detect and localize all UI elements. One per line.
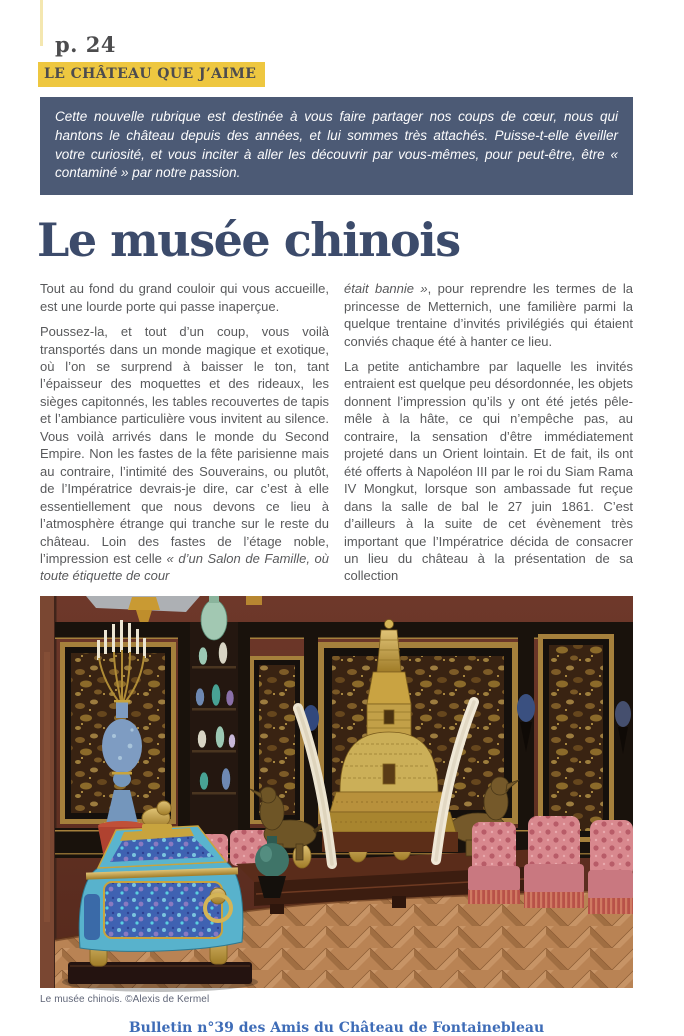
article-columns [40, 280, 633, 593]
rubric-label: LE CHÂTEAU QUE J’AIME [38, 62, 265, 87]
paragraph-text: Tout au fond du grand couloir qui vous accueille, est une lourde porte qui passe inaperçue. [40, 281, 329, 314]
chinese-museum-photo [40, 596, 633, 988]
quote-text: était bannie » [344, 281, 428, 297]
paragraph-text: La petite antichambre par laquelle les invités entraient est quelque peu désordonnée, les objets donnent l’impression qu’ils y ont été jetés pêle-mêle à la hâte, ce qui n’empêche pas, au contraire, la sensation d’être immédiatement projeté dans un Orient lointain. Et de fait, ils ont été offerts à Napoléon III par le roi du Siam Rama IV Mongkut, lorsque son ambassade fut reçue dans la salle de bal le 27 juin 1861. C’est d’ailleurs à la suite de cet évènement très important que l’Impératrice décida de consacrer un lieu du château à la présentation de sa collection [344, 359, 633, 584]
paragraph [344, 280, 633, 350]
rubric-row [38, 62, 684, 87]
paragraph-text: , pour reprendre les termes de la princesse de Metternich, une familière parmi la quelque trentaine d’invités privilégiés qui étaient conviés chaque été à hanter ce lieu. [344, 281, 633, 349]
photo-caption: Le musée chinois. ©Alexis de Kermel [40, 993, 210, 1005]
article-title: Le musée chinois [37, 213, 460, 268]
paragraph [344, 358, 633, 585]
quote-text: « d’un Salon de Famille, où toute étiquette de cour [40, 550, 329, 584]
paragraph-text: Poussez-la, et tout d’un coup, vous voilà transportés dans un monde magique et exotique, où l’on se surprend à baisser le ton, tant l’épaisseur des moquettes et des rideaux, les sièges capitonnés, les tables recouvertes de tapis et l’ambiance particulière vous invitent au silence. Vous voilà arrivés dans le monde du Second Empire. Non les fastes de la fête parisienne mais au contraire, l’intimité des Souverains, ou plutôt, de l’Impératrice devrais-je dire, car c’est à elle essentiellement que nous devons ce lieu à l’atmosphère étrange qui tranche sur le reste du château. Loin des fastes de l’étage noble, l’impression est celle [40, 324, 329, 566]
intro-text: Cette nouvelle rubrique est destinée à vous faire partager nos coups de cœur, nous qui hantons le château depuis des années, et lui sommes très attachés. Puisse-t-elle éveiller votre curiosité, et vous inciter à aller les découvrir par vous-mêmes, pour peut-être, être « contaminé » par notre passion. [55, 109, 618, 181]
footer-text: Bulletin n°39 des Amis du Château de Fontainebleau [128, 1019, 545, 1036]
column-left [40, 280, 329, 593]
column-right [344, 280, 633, 593]
page-number: p. 24 [55, 32, 117, 57]
intro-box [40, 97, 633, 195]
top-accent-line [40, 0, 43, 46]
article-photo-figure [40, 596, 633, 1005]
paragraph [40, 280, 329, 315]
paragraph [40, 323, 329, 585]
